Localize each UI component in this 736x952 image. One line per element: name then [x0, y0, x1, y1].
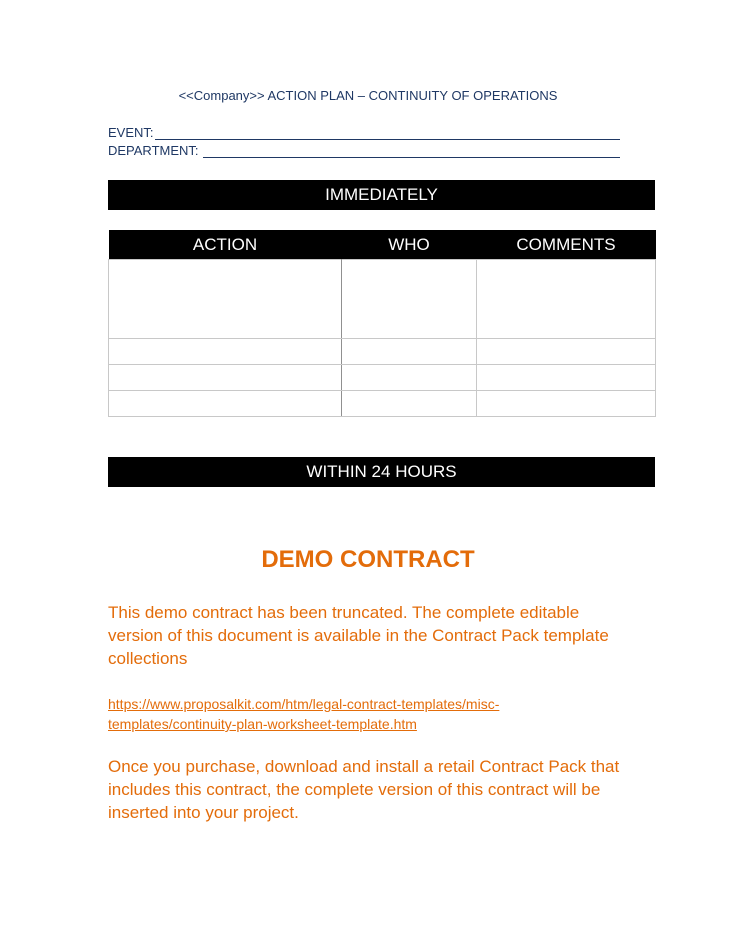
table-row — [109, 260, 656, 339]
table-cell-comments[interactable] — [477, 339, 656, 365]
table-cell-action[interactable] — [109, 365, 342, 391]
table-cell-action[interactable] — [109, 260, 342, 339]
table-row — [109, 391, 656, 417]
table-cell-who[interactable] — [342, 339, 477, 365]
table-cell-action[interactable] — [109, 391, 342, 417]
demo-contract-heading: DEMO CONTRACT — [261, 546, 475, 573]
event-label: EVENT: — [108, 125, 154, 140]
table-cell-who[interactable] — [342, 260, 477, 339]
column-header-comments: COMMENTS — [477, 230, 656, 260]
department-field[interactable] — [108, 142, 620, 158]
table-cell-who[interactable] — [342, 365, 477, 391]
demo-notice-paragraph: This demo contract has been truncated. The complete editable version of this document is available in the Contract Pack template collections — [108, 603, 609, 668]
department-label: DEPARTMENT: — [108, 143, 199, 158]
table-row — [109, 365, 656, 391]
table-row — [109, 339, 656, 365]
purchase-info-paragraph: Once you purchase, download and install a retail Contract Pack that includes this contract, the complete version of this contract will be inserted into your project. — [108, 757, 620, 822]
table-cell-comments[interactable] — [477, 365, 656, 391]
department-input-line[interactable] — [203, 144, 620, 158]
event-input-line[interactable] — [155, 126, 620, 140]
table-cell-comments[interactable] — [477, 260, 656, 339]
contract-pack-link[interactable]: https://www.proposalkit.com/htm/legal-contract-templates/misc-templates/continuity-plan-worksheet-template.htm — [108, 696, 500, 732]
action-table — [108, 230, 656, 417]
section-header-within-24-hours: WITHIN 24 HOURS — [108, 457, 655, 487]
table-header-row — [109, 230, 656, 260]
column-header-who: WHO — [342, 230, 477, 260]
column-header-action: ACTION — [109, 230, 342, 260]
table-cell-who[interactable] — [342, 391, 477, 417]
page-title: <<Company>> ACTION PLAN – CONTINUITY OF OPERATIONS — [178, 88, 558, 103]
table-cell-action[interactable] — [109, 339, 342, 365]
table-cell-comments[interactable] — [477, 391, 656, 417]
section-header-immediately: IMMEDIATELY — [108, 180, 655, 210]
event-field[interactable] — [108, 124, 620, 140]
